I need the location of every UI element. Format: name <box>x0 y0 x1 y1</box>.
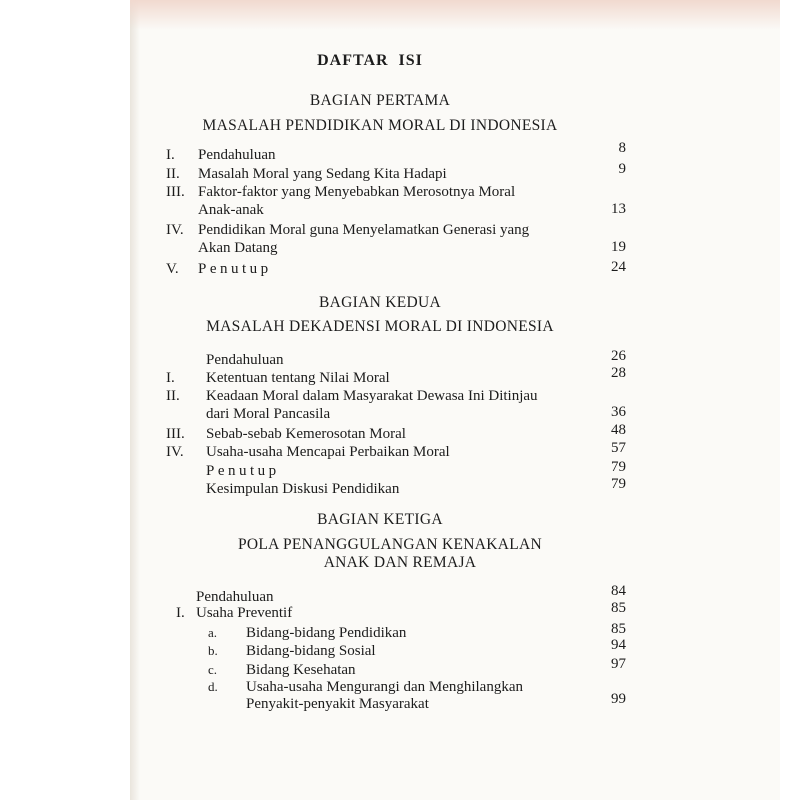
entry-number: II. <box>166 166 180 182</box>
part-2-label: BAGIAN KEDUA <box>319 294 441 311</box>
entry-page: 9 <box>618 161 626 177</box>
entry-title: Pendahuluan <box>206 352 284 368</box>
entry-title-line-2: dari Moral Pancasila <box>206 406 331 422</box>
entry-title: Kesimpulan Diskusi Pendidikan <box>206 481 400 497</box>
entry-page: 99 <box>611 691 626 707</box>
entry-number: IV. <box>166 222 184 238</box>
entry-number: V. <box>166 261 179 277</box>
entry-page: 36 <box>611 404 626 420</box>
page-title: DAFTAR ISI <box>317 52 423 69</box>
entry-number: II. <box>166 388 180 404</box>
entry-title: Bidang-bidang Pendidikan <box>246 625 407 641</box>
entry-number: c. <box>208 662 218 677</box>
entry-number: a. <box>208 625 218 640</box>
entry-page: 26 <box>611 348 626 364</box>
entry-title: Usaha-usaha Mengurangi dan Menghilangkan <box>246 679 524 695</box>
entry-page: 85 <box>611 600 626 616</box>
part-2-title: MASALAH DEKADENSI MORAL DI INDONESIA <box>206 318 554 335</box>
entry-title: Bidang-bidang Sosial <box>246 643 376 659</box>
entry-title-line-2: Akan Datang <box>198 240 278 256</box>
part-3-title-line-1: POLA PENANGGULANGAN KENAKALAN <box>237 536 543 553</box>
part-1-title: MASALAH PENDIDIKAN MORAL DI INDONESIA <box>202 117 558 134</box>
entry-number: III. <box>166 426 185 442</box>
entry-title: Faktor-faktor yang Menyebabkan Merosotnya Moral <box>198 184 516 200</box>
entry-title: Pendahuluan <box>198 147 276 163</box>
entry-title: Keadaan Moral dalam Masyarakat Dewasa Ini Ditinjau <box>206 388 538 404</box>
entry-title-line-2: Anak-anak <box>198 202 264 218</box>
entry-title-line-2: Penyakit-penyakit Masyarakat <box>246 696 429 712</box>
part-3-label: BAGIAN KETIGA <box>317 511 443 528</box>
part-1-label: BAGIAN PERTAMA <box>309 92 451 109</box>
entry-title: Masalah Moral yang Sedang Kita Hadapi <box>198 166 447 182</box>
entry-title: Penutup <box>206 463 280 479</box>
entry-number: I. <box>166 147 175 163</box>
entry-title: Pendidikan Moral guna Menyelamatkan Generasi yang <box>198 222 530 238</box>
part-3-title-line-2: ANAK DAN REMAJA <box>323 554 477 571</box>
entry-title: Bidang Kesehatan <box>246 662 356 678</box>
entry-title: Usaha Preventif <box>196 605 293 621</box>
entry-page: 8 <box>618 140 626 156</box>
entry-page: 85 <box>611 621 626 637</box>
entry-number: d. <box>208 679 218 694</box>
entry-page: 79 <box>611 476 626 492</box>
entry-title: Ketentuan tentang Nilai Moral <box>206 370 390 386</box>
entry-page: 19 <box>611 239 626 255</box>
entry-page: 79 <box>611 459 626 475</box>
entry-number: b. <box>208 643 218 658</box>
entry-number: III. <box>166 184 185 200</box>
entry-number: IV. <box>166 444 184 460</box>
entry-title: Usaha-usaha Mencapai Perbaikan Moral <box>206 444 450 460</box>
entry-page: 97 <box>611 656 626 672</box>
entry-title: Penutup <box>198 261 272 277</box>
entry-number: I. <box>176 605 185 621</box>
entry-number: I. <box>166 370 175 386</box>
entry-page: 13 <box>611 201 626 217</box>
entry-page: 24 <box>611 259 626 275</box>
entry-page: 28 <box>611 365 626 381</box>
entry-page: 48 <box>611 422 626 438</box>
entry-page: 94 <box>611 637 626 653</box>
entry-title: Sebab-sebab Kemerosotan Moral <box>206 426 406 442</box>
entry-page: 57 <box>611 440 626 456</box>
entry-title: Pendahuluan <box>196 589 274 605</box>
entry-page: 84 <box>611 583 626 599</box>
